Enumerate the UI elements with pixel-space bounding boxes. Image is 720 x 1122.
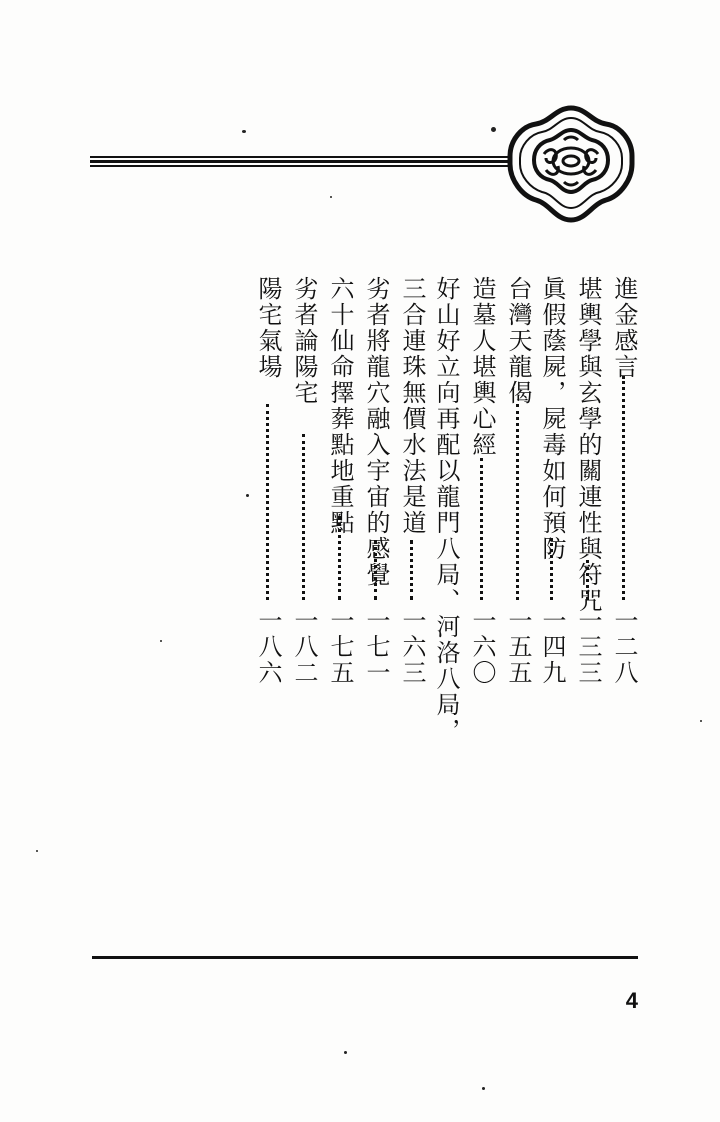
toc-entry xyxy=(466,276,498,686)
toc-entry xyxy=(396,276,428,686)
toc-entry-page: 一四九 xyxy=(538,608,566,686)
toc-entry-title: 堪輿學與玄學的關連性與符咒 xyxy=(574,276,602,614)
toc-entry xyxy=(430,276,462,744)
toc-entry xyxy=(608,276,640,686)
leader-dots xyxy=(338,516,345,600)
leader-dots xyxy=(266,404,273,600)
leader-dots xyxy=(410,540,417,600)
toc-entry-page: 一八六 xyxy=(254,608,282,686)
top-decorative-rule xyxy=(90,156,510,170)
scan-speck xyxy=(344,1051,347,1054)
scan-speck xyxy=(482,1087,485,1090)
toc-entry-title: 造墓人堪輿心經 xyxy=(468,276,496,458)
leader-dots xyxy=(550,538,557,600)
scan-speck xyxy=(36,850,38,852)
leader-dots xyxy=(480,458,487,600)
scan-speck xyxy=(160,640,162,642)
bottom-rule xyxy=(92,956,638,959)
toc-entry-page: 一六〇 xyxy=(468,608,496,686)
page-number: 4 xyxy=(625,988,638,1013)
scan-speck xyxy=(330,196,332,198)
ornament-medallion xyxy=(506,104,636,224)
toc-entry-page: 一七一 xyxy=(362,608,390,686)
leader-dots xyxy=(516,404,523,600)
toc-entry xyxy=(572,276,604,686)
toc-entry-title: 眞假蔭屍，屍毒如何預防 xyxy=(538,276,566,562)
toc-entry-page: 一八二 xyxy=(290,608,318,686)
toc-entry-title: 劣者將龍穴融入宇宙的感覺 xyxy=(362,276,390,588)
toc-entry-title: 劣者論陽宅 xyxy=(290,276,318,406)
leader-dots xyxy=(586,560,593,600)
toc-entry xyxy=(360,276,392,686)
toc-entry-title: 陽宅氣場 xyxy=(254,276,282,380)
toc-entry-title: 三合連珠無價水法是道 xyxy=(398,276,426,536)
scan-speck xyxy=(242,130,246,133)
toc-entry xyxy=(252,276,284,686)
leader-dots xyxy=(302,434,309,600)
toc-entry-title: 六十仙命擇葬點地重點 xyxy=(326,276,354,536)
toc-entry xyxy=(536,276,568,686)
toc-entry-title: 好山好立向再配以龍門八局、河洛八局， xyxy=(432,276,460,744)
toc-entry xyxy=(324,276,356,686)
toc-entry-title: 台灣天龍偈 xyxy=(504,276,532,406)
toc-entry xyxy=(288,276,320,686)
toc-entry xyxy=(502,276,534,686)
toc-entry-page: 一二八 xyxy=(610,608,638,686)
table-of-contents xyxy=(240,276,640,744)
leader-dots xyxy=(374,540,381,600)
scan-speck xyxy=(491,127,496,132)
toc-entry-page: 一三三 xyxy=(574,608,602,686)
toc-entry-page: 一五五 xyxy=(504,608,532,686)
toc-entry-page: 一七五 xyxy=(326,608,354,686)
scan-speck xyxy=(700,720,702,722)
leader-dots xyxy=(622,376,629,600)
toc-entry-title: 進金感言 xyxy=(610,276,638,380)
toc-entry-page: 一六三 xyxy=(398,608,426,686)
